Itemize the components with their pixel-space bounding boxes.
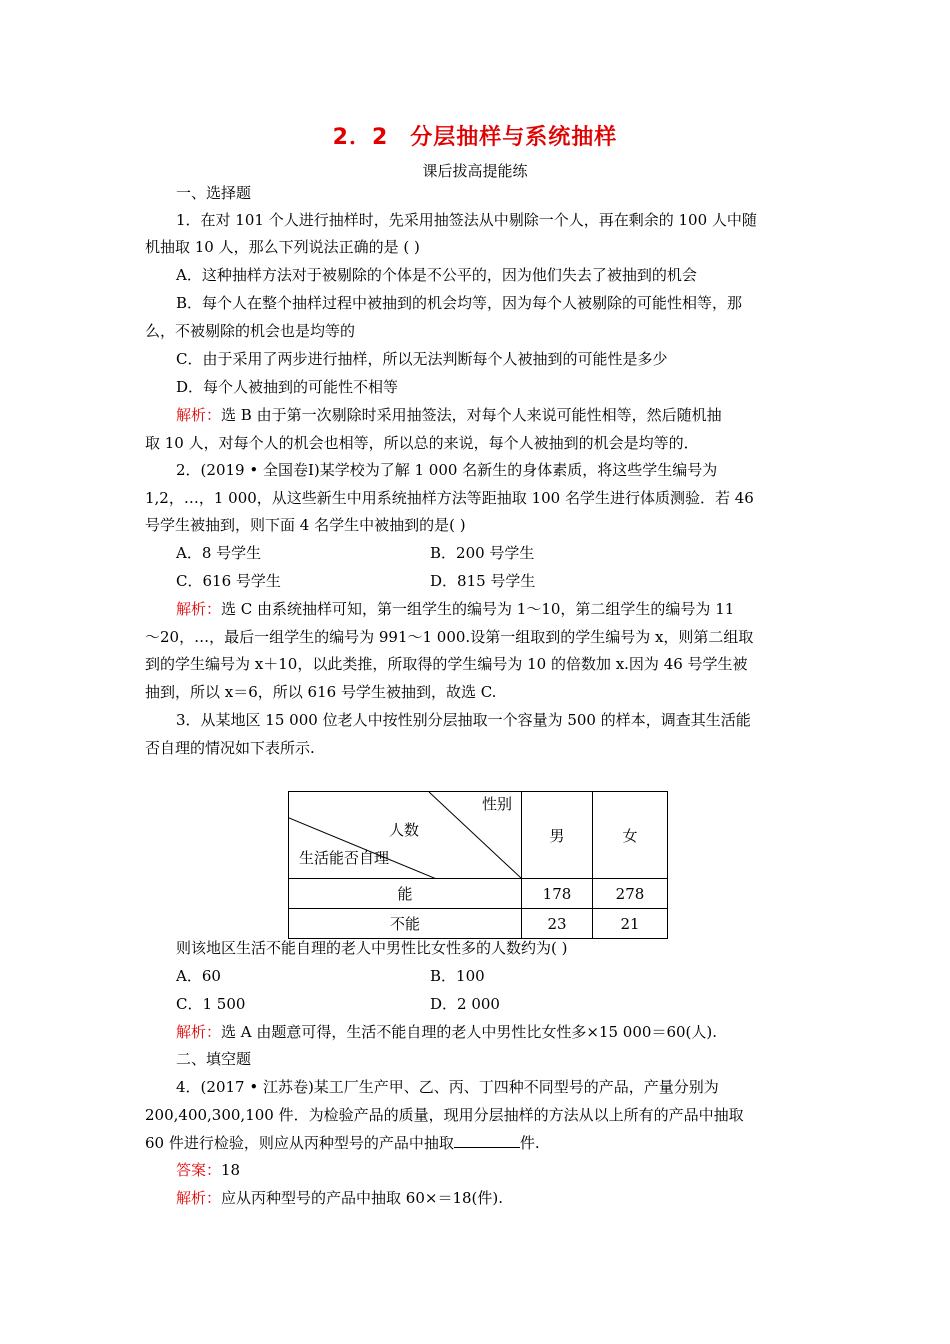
q1-option-a: A．这种抽样方法对于被剔除的个体是不公平的，因为他们失去了被抽到的机会	[176, 266, 697, 284]
q2-option-a: A．8 号学生	[176, 544, 262, 562]
q3-option-a: A．60	[176, 967, 221, 985]
q1-analysis-line1: 解析：选 B 由于第一次剔除时采用抽签法，对每个人来说可能性相等，然后随机抽	[176, 406, 722, 424]
q3-analysis: 解析：选 A 由题意可得，生活不能自理的老人中男性比女性多×15 000＝60(人).	[176, 1023, 717, 1041]
header-count: 人数	[389, 821, 420, 839]
q3-stem-line2: 否自理的情况如下表所示.	[145, 739, 315, 757]
q1-option-b-line2: 么，不被剔除的机会也是均等的	[145, 322, 356, 340]
q4-stem-line3: 60 件进行检验，则应从丙种型号的产品中抽取 件.	[145, 1134, 540, 1152]
q3-option-b: B．100	[430, 967, 485, 985]
q1-option-c: C．由于采用了两步进行抽样，所以无法判断每个人被抽到的可能性是多少	[176, 350, 668, 368]
analysis-label: 解析：	[176, 600, 222, 618]
q1-option-b-line1: B．每个人在整个抽样过程中被抽到的机会均等，因为每个人被剔除的可能性相等，那	[176, 294, 743, 312]
title-text: 分层抽样与系统抽样	[410, 125, 618, 150]
page-title	[0, 120, 950, 151]
cell-male: 23	[522, 909, 593, 939]
q3-option-c: C．1 500	[176, 995, 246, 1013]
analysis-label: 解析：	[176, 1189, 222, 1207]
cell-male: 178	[522, 879, 593, 909]
q1-stem-line2: 机抽取 10 人，那么下列说法正确的是 ( )	[145, 238, 420, 256]
page-subtitle: 课后拔高提能练	[422, 162, 528, 180]
q1-option-d: D．每个人被抽到的可能性不相等	[176, 378, 399, 396]
q2-stem-line2: 1,2，…，1 000，从这些新生中用系统抽样方法等距抽取 100 名学生进行体质测验．若 46	[145, 489, 754, 507]
q2-analysis-line4: 抽到，所以 x＝6，所以 616 号学生被抽到，故选 C.	[145, 683, 497, 701]
table-row	[289, 879, 668, 909]
q2-option-b: B．200 号学生	[430, 544, 535, 562]
q2-option-d: D．815 号学生	[430, 572, 536, 590]
row-label: 不能	[289, 909, 522, 939]
cell-female: 21	[593, 909, 668, 939]
q1-stem-line1: 1．在对 101 个人进行抽样时，先采用抽签法从中剔除一个人，再在剩余的 100 人中随	[176, 211, 757, 229]
table-header-diagonal-cell	[289, 792, 522, 879]
q4-analysis: 解析：应从丙种型号的产品中抽取 60×＝18(件).	[176, 1189, 503, 1207]
col-header-female: 女	[593, 792, 668, 879]
q4-answer: 答案：18	[176, 1161, 241, 1179]
q3-question: 则该地区生活不能自理的老人中男性比女性多的人数约为( )	[176, 939, 568, 957]
header-selfcare: 生活能否自理	[299, 849, 390, 867]
table-row	[289, 909, 668, 939]
answer-blank	[454, 1133, 520, 1148]
section-heading-choice: 一、选择题	[176, 184, 252, 202]
analysis-label: 解析：	[176, 406, 222, 424]
q4-stem-line1: 4．(2017 • 江苏卷)某工厂生产甲、乙、丙、丁四种不同型号的产品，产量分别为	[176, 1078, 719, 1096]
header-gender: 性别	[482, 795, 513, 813]
q1-analysis-line2: 取 10 人，对每个人的机会也相等，所以总的来说，每个人被抽到的机会是均等的．	[145, 434, 699, 452]
q2-analysis-line2: ～20，…，最后一组学生的编号为 991～1 000.设第一组取到的学生编号为 x，则第二组取	[145, 628, 754, 646]
q2-analysis-line1: 解析：选 C 由系统抽样可知，第一组学生的编号为 1～10，第二组学生的编号为 11	[176, 600, 735, 618]
q2-option-c: C．616 号学生	[176, 572, 281, 590]
row-label: 能	[289, 879, 522, 909]
self-care-table	[288, 791, 668, 939]
col-header-male: 男	[522, 792, 593, 879]
q2-stem-line1: 2．(2019 • 全国卷Ⅰ)某学校为了解 1 000 名新生的身体素质，将这些学生编号为	[176, 461, 718, 479]
section-heading-fill: 二、填空题	[176, 1050, 252, 1068]
q2-analysis-line3: 到的学生编号为 x＋10，以此类推，所取得的学生编号为 10 的倍数加 x.因为 46 号学生被	[145, 655, 748, 673]
section-number: 2．2	[332, 125, 389, 150]
q3-option-d: D．2 000	[430, 995, 500, 1013]
q3-stem-line1: 3．从某地区 15 000 位老人中按性别分层抽取一个容量为 500 的样本，调查其生活能	[176, 711, 751, 729]
cell-female: 278	[593, 879, 668, 909]
q2-stem-line3: 号学生被抽到，则下面 4 名学生中被抽到的是( )	[145, 516, 466, 534]
q4-stem-line2: 200,400,300,100 件．为检验产品的质量，现用分层抽样的方法从以上所有的产品中抽取	[145, 1106, 744, 1124]
answer-label: 答案：	[176, 1161, 222, 1179]
analysis-label: 解析：	[176, 1023, 222, 1041]
